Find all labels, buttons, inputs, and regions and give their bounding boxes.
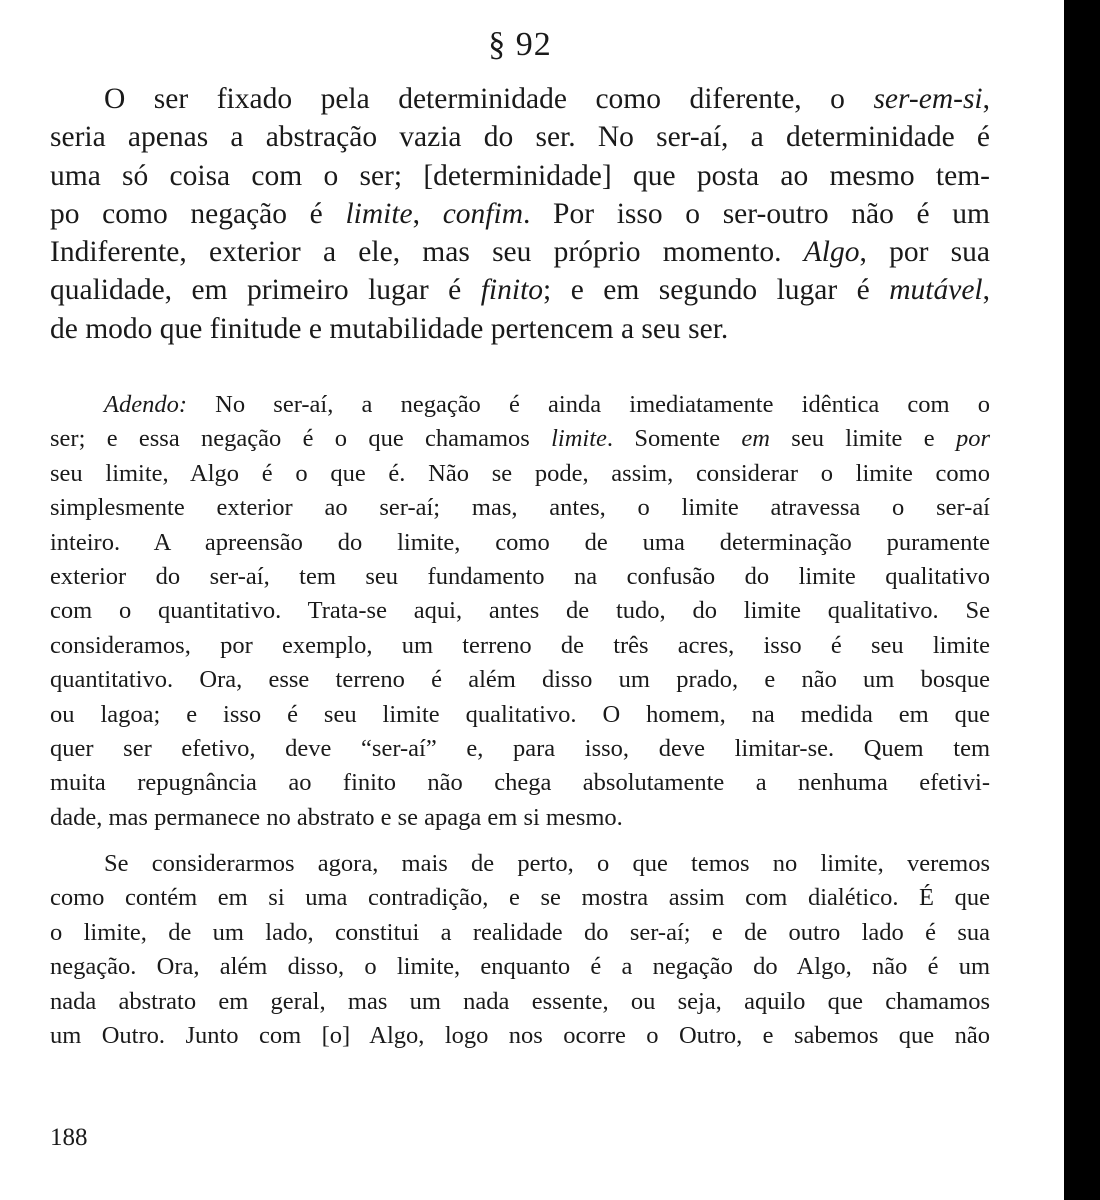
text-line: [50, 766, 990, 800]
text-run: seria apenas a abstração vazia do ser. No ser-aí, a determinidade é: [50, 121, 990, 154]
text-line: [50, 233, 990, 271]
text-run: uma só coisa com o ser; [determinidade] que posta ao mesmo tem-: [50, 159, 990, 192]
italic-term: em: [741, 425, 770, 453]
text-line: [50, 732, 990, 766]
text-run: ser; e essa negação é o que chamamos: [50, 425, 552, 453]
text-line: [50, 916, 990, 950]
text-line: [50, 1019, 990, 1053]
italic-term: limite: [551, 425, 607, 453]
text-run: , por sua: [859, 236, 990, 269]
text-line: [50, 881, 990, 915]
text-line: [50, 457, 990, 491]
italic-term: Adendo:: [104, 391, 187, 418]
text-run: seu limite, Algo é o que é. Não se pode, assim, considerar o limite como: [50, 459, 990, 487]
italic-term: ser-em-si: [873, 83, 983, 115]
text-line: [50, 629, 990, 663]
italic-term: por: [955, 425, 990, 453]
text-line: [50, 388, 990, 422]
text-run: seu limite e: [769, 425, 956, 453]
text-run: dade, mas permanece no abstrato e se apaga em si mesmo.: [50, 803, 623, 831]
text-line: [50, 663, 990, 697]
page-number: 188: [50, 1124, 88, 1151]
section-heading: § 92: [488, 26, 552, 63]
text-run: muita repugnância ao finito não chega absolutamente a nenhuma efetivi-: [50, 769, 990, 797]
text-run: quantitativo. Ora, esse terreno é além disso um prado, e não um bosque: [50, 666, 990, 694]
adendo-paragraph: [50, 388, 990, 835]
text-line: [50, 594, 990, 628]
scan-edge: [1064, 0, 1100, 1200]
continuation-paragraph: [50, 847, 990, 1053]
text-run: ; e em segundo lugar é: [543, 274, 890, 307]
text-run: O ser fixado pela determinidade como diferente, o: [104, 83, 874, 115]
text-run: simplesmente exterior ao ser-aí; mas, antes, o limite atravessa o ser-aí: [50, 494, 990, 522]
italic-term: confim: [442, 197, 523, 230]
text-run: quer ser efetivo, deve “ser-aí” e, para isso, deve limitar-se. Quem tem: [50, 735, 990, 763]
text-run: nada abstrato em geral, mas um nada essente, ou seja, aquilo que chamamos: [50, 987, 990, 1015]
text-line: [50, 195, 990, 233]
text-line: [50, 271, 990, 309]
text-run: ,: [412, 197, 443, 230]
text-line: [50, 560, 990, 594]
text-run: Indiferente, exterior a ele, mas seu próprio momento.: [50, 236, 804, 269]
text-line: [50, 157, 990, 195]
text-run: Se considerarmos agora, mais de perto, o que temos no limite, veremos: [104, 850, 990, 877]
italic-term: Algo: [803, 236, 860, 269]
italic-term: limite: [345, 197, 413, 230]
text-line: [50, 118, 990, 156]
text-line: [50, 985, 990, 1019]
text-run: qualidade, em primeiro lugar é: [50, 274, 481, 307]
text-line: [50, 422, 990, 456]
text-line: [50, 491, 990, 525]
text-run: um Outro. Junto com [o] Algo, logo nos ocorre o Outro, e sabemos que não: [50, 1022, 990, 1050]
text-run: . Somente: [606, 425, 742, 453]
main-paragraph: [50, 80, 990, 348]
text-run: de modo que finitude e mutabilidade pertencem a seu ser.: [50, 312, 729, 345]
text-run: exterior do ser-aí, tem seu fundamento na confusão do limite qualitativo: [50, 563, 990, 591]
text-run: No ser-aí, a negação é ainda imediatamente idêntica com o: [187, 391, 990, 418]
text-line: [50, 847, 990, 881]
text-run: inteiro. A apreensão do limite, como de uma determinação puramente: [50, 528, 990, 556]
text-line: [50, 801, 990, 835]
text-run: . Por isso o ser-outro não é um: [523, 197, 991, 230]
text-run: como contém em si uma contradição, e se mostra assim com dialético. É que: [50, 884, 990, 912]
text-run: ou lagoa; e isso é seu limite qualitativo. O homem, na medida em que: [50, 700, 990, 728]
text-line: [50, 950, 990, 984]
text-run: o limite, de um lado, constitui a realidade do ser-aí; e de outro lado é sua: [50, 918, 990, 946]
italic-term: mutável: [889, 274, 983, 307]
text-run: negação. Ora, além disso, o limite, enquanto é a negação do Algo, não é um: [50, 953, 990, 981]
text-run: com o quantitativo. Trata-se aqui, antes de tudo, do limite qualitativo. Se: [50, 597, 990, 625]
italic-term: finito: [480, 274, 544, 307]
text-line: [50, 310, 990, 348]
text-line: [50, 698, 990, 732]
text-run: po como negação é: [50, 197, 346, 230]
text-run: ,: [982, 83, 990, 115]
text-line: [50, 526, 990, 560]
text-run: ,: [982, 274, 990, 307]
text-run: consideramos, por exemplo, um terreno de três acres, isso é seu limite: [50, 631, 990, 659]
text-line: [50, 80, 990, 118]
